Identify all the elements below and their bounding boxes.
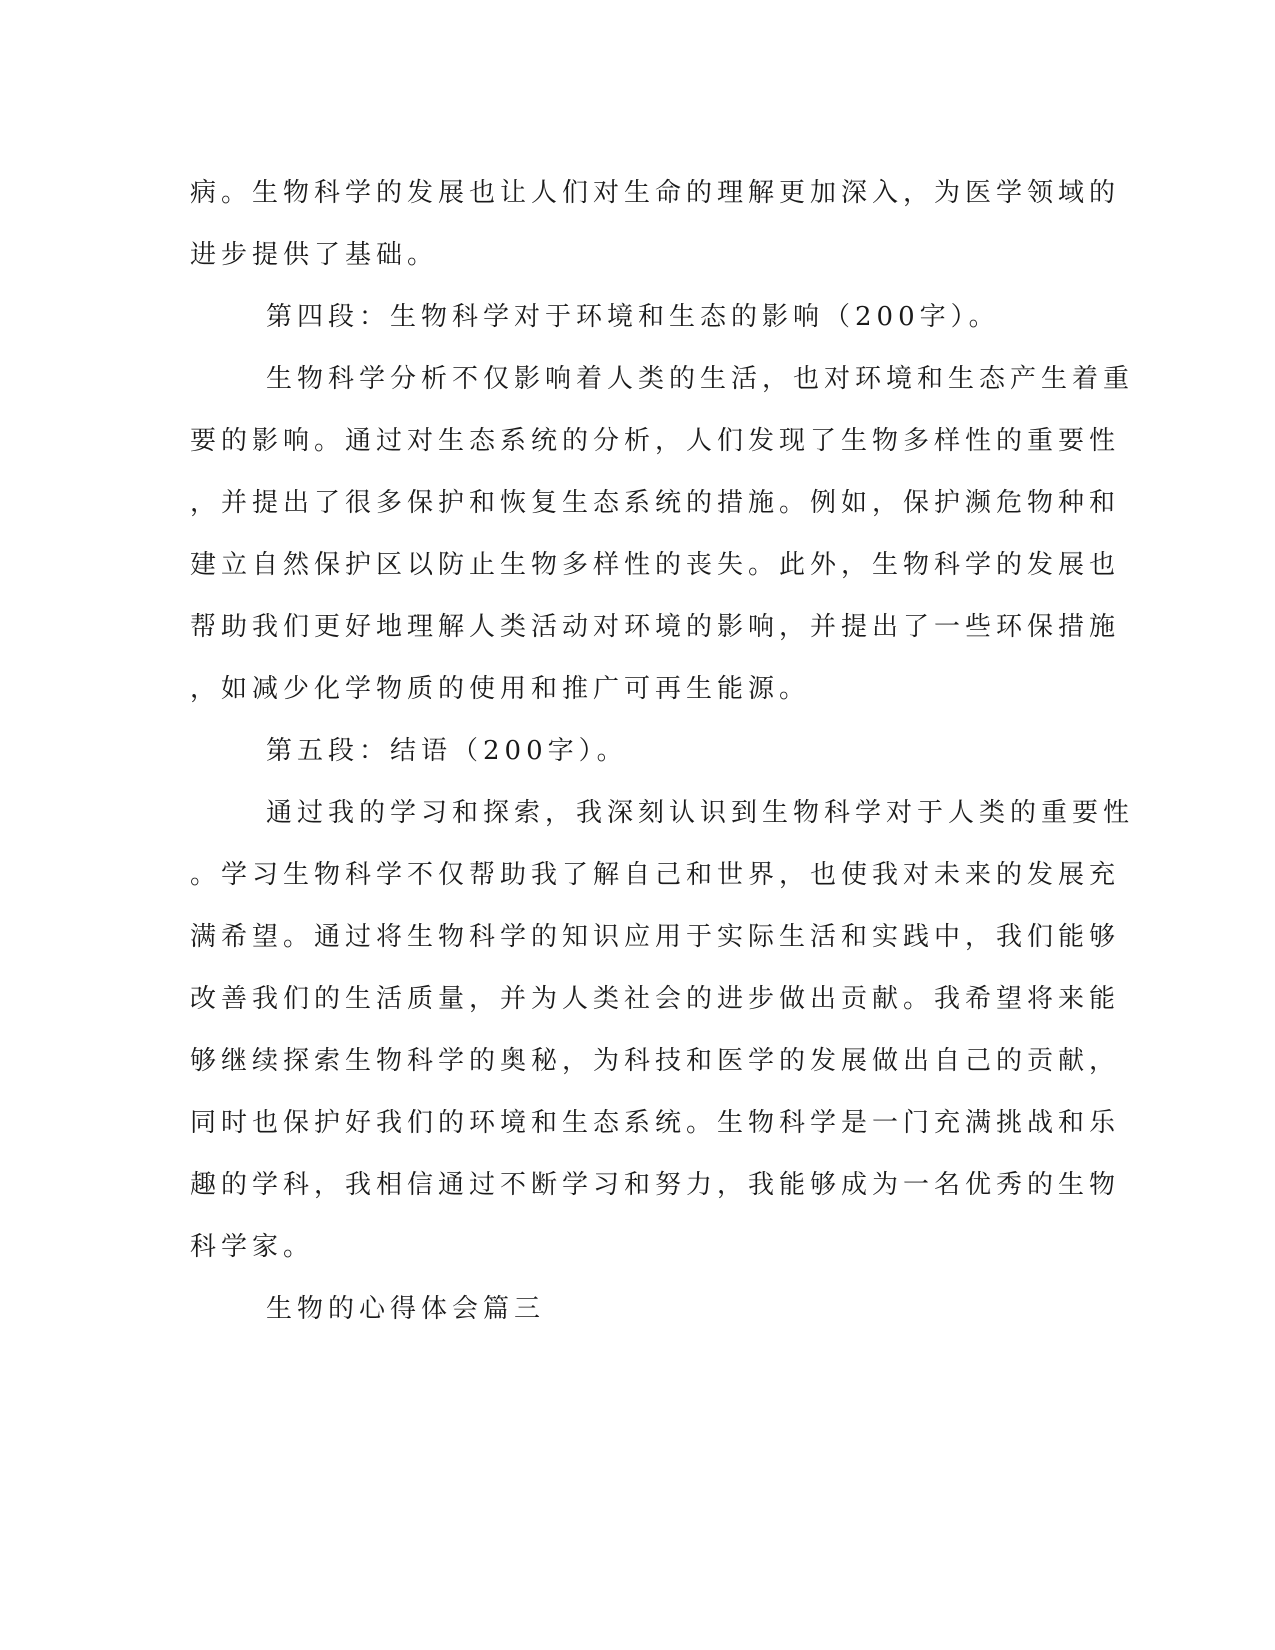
text-line-8: 帮助我们更好地理解人类活动对环境的影响，并提出了一些环保措施: [190, 612, 1121, 642]
text-line-5: 要的影响。通过对生态系统的分析，人们发现了生物多样性的重要性: [190, 426, 1121, 456]
text-line-12: 。学习生物科学不仅帮助我了解自己和世界，也使我对未来的发展充: [190, 860, 1121, 890]
text-line-16: 同时也保护好我们的环境和生态系统。生物科学是一门充满挑战和乐: [190, 1108, 1121, 1138]
section-heading-4: 第四段：生物科学对于环境和生态的影响（200字）。: [266, 302, 1000, 332]
text-line-9: ，如减少化学物质的使用和推广可再生能源。: [190, 674, 811, 704]
document-body: [190, 162, 1135, 1340]
text-line-7: 建立自然保护区以防止生物多样性的丧失。此外，生物科学的发展也: [190, 550, 1121, 580]
article-title: 生物的心得体会篇三: [266, 1294, 546, 1324]
text-line-18: 科学家。: [190, 1232, 315, 1262]
text-line-15: 够继续探索生物科学的奥秘，为科技和医学的发展做出自己的贡献，: [190, 1046, 1121, 1076]
text-line-14: 改善我们的生活质量，并为人类社会的进步做出贡献。我希望将来能: [190, 984, 1121, 1014]
text-line-11: 通过我的学习和探索，我深刻认识到生物科学对于人类的重要性: [266, 798, 1135, 828]
text-line-6: ，并提出了很多保护和恢复生态系统的措施。例如，保护濒危物种和: [190, 488, 1121, 518]
text-line-2: 进步提供了基础。: [190, 240, 439, 270]
text-line-17: 趣的学科，我相信通过不断学习和努力，我能够成为一名优秀的生物: [190, 1170, 1121, 1200]
text-line-1: 病。生物科学的发展也让人们对生命的理解更加深入，为医学领域的: [190, 178, 1121, 208]
text-line-4: 生物科学分析不仅影响着人类的生活，也对环境和生态产生着重: [266, 364, 1135, 394]
section-heading-5: 第五段：结语（200字）。: [266, 736, 628, 766]
text-line-13: 满希望。通过将生物科学的知识应用于实际生活和实践中，我们能够: [190, 922, 1121, 952]
